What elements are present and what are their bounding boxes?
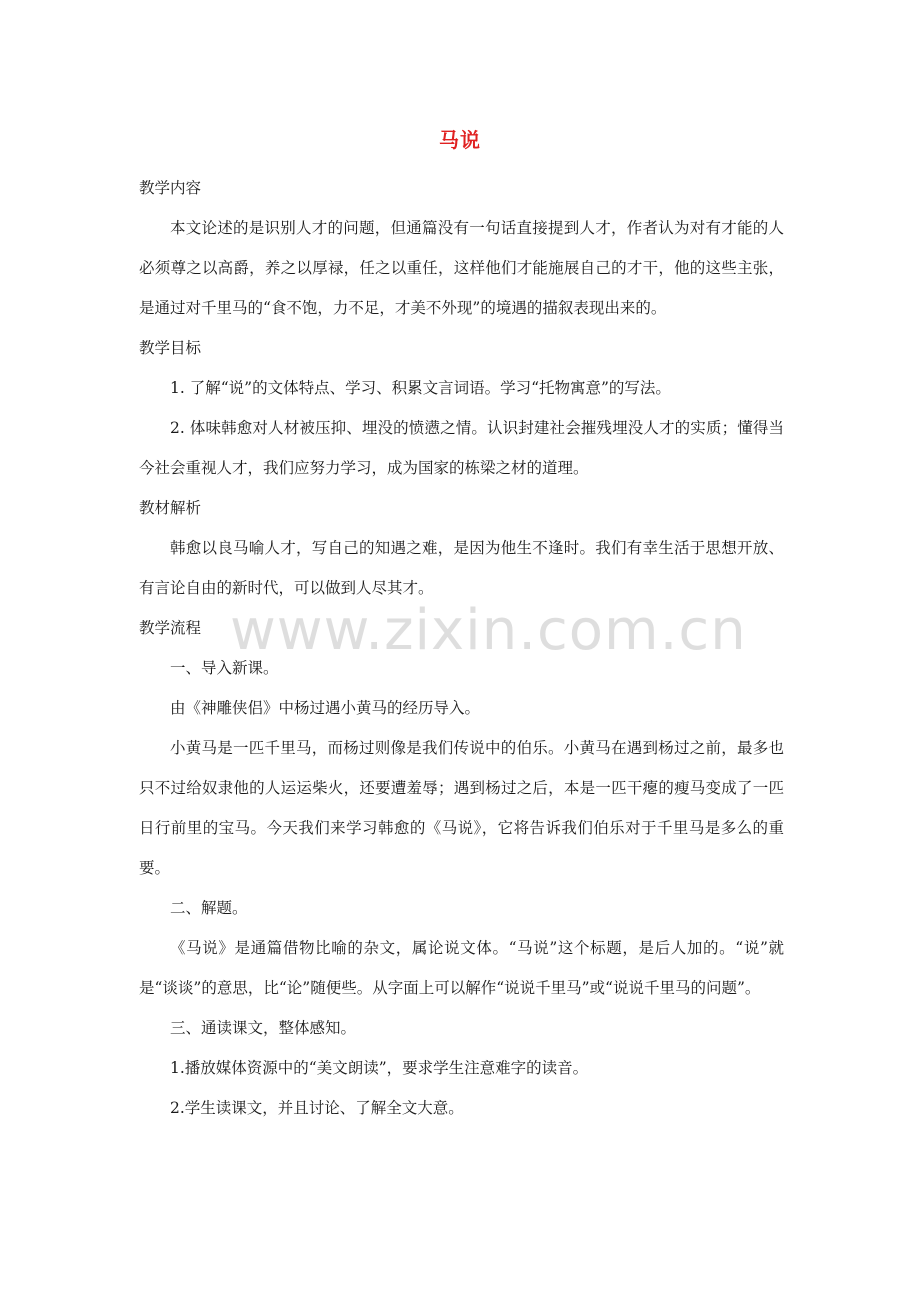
step2-paragraph: 《马说》是通篇借物比喻的杂文，属论说文体。“马说”这个标题，是后人加的。“说”就是“谈谈”的意思，比“论”随便些。从字面上可以解作“说说千里马”或“说说千里马的问题”。 <box>139 939 784 997</box>
section-heading-process: 教学流程 <box>139 619 202 637</box>
step1-paragraph-1: 由《神雕侠侣》中杨过遇小黄马的经历导入。 <box>170 699 481 717</box>
paragraph-content: 本文论述的是识别人才的问题，但通篇没有一句话直接提到人才，作者认为对有才能的人必须尊之以高爵，养之以厚禄，任之以重任，这样他们才能施展自己的才干，他的这些主张，是通过对千里马的“食不饱，力不足，才美不外现”的境遇的描叙表现出来的。 <box>139 219 784 317</box>
watermark-text: www.zixin.com.cn <box>230 598 747 663</box>
document-title: 马说 <box>439 128 481 152</box>
goal-item-1: 1. 了解“说”的文体特点、学习、积累文言词语。学习“托物寓意”的写法。 <box>170 379 671 397</box>
goal-item-2: 2. 体味韩愈对人材被压抑、埋没的愤懑之情。认识封建社会摧残埋没人才的实质；懂得当今社会重视人才，我们应努力学习，成为国家的栋梁之材的道理。 <box>139 419 784 477</box>
step3-item-2: 2.学生读课文，并且讨论、了解全文大意。 <box>170 1099 464 1117</box>
paragraph-analysis: 韩愈以良马喻人才，写自己的知遇之难，是因为他生不逢时。我们有幸生活于思想开放、有言论自由的新时代，可以做到人尽其才。 <box>139 539 784 597</box>
document-body <box>139 168 784 1128</box>
section-heading-analysis: 教材解析 <box>139 499 202 517</box>
section-heading-goals: 教学目标 <box>139 339 202 357</box>
step3-item-1: 1.播放媒体资源中的“美文朗读”，要求学生注意难字的读音。 <box>170 1059 589 1077</box>
step-heading-3: 三、通读课文，整体感知。 <box>170 1019 357 1037</box>
step-heading-2: 二、解题。 <box>170 899 248 917</box>
step1-paragraph-2: 小黄马是一匹千里马，而杨过则像是我们传说中的伯乐。小黄马在遇到杨过之前，最多也只不过给奴隶他的人运运柴火，还要遭羞辱；遇到杨过之后，本是一匹干瘪的瘦马变成了一匹日行前里的宝马。今天我们来学习韩愈的《马说》，它将告诉我们伯乐对于千里马是多么的重要。 <box>139 739 784 877</box>
section-heading-content: 教学内容 <box>139 179 202 197</box>
step-heading-1: 一、导入新课。 <box>170 659 279 677</box>
